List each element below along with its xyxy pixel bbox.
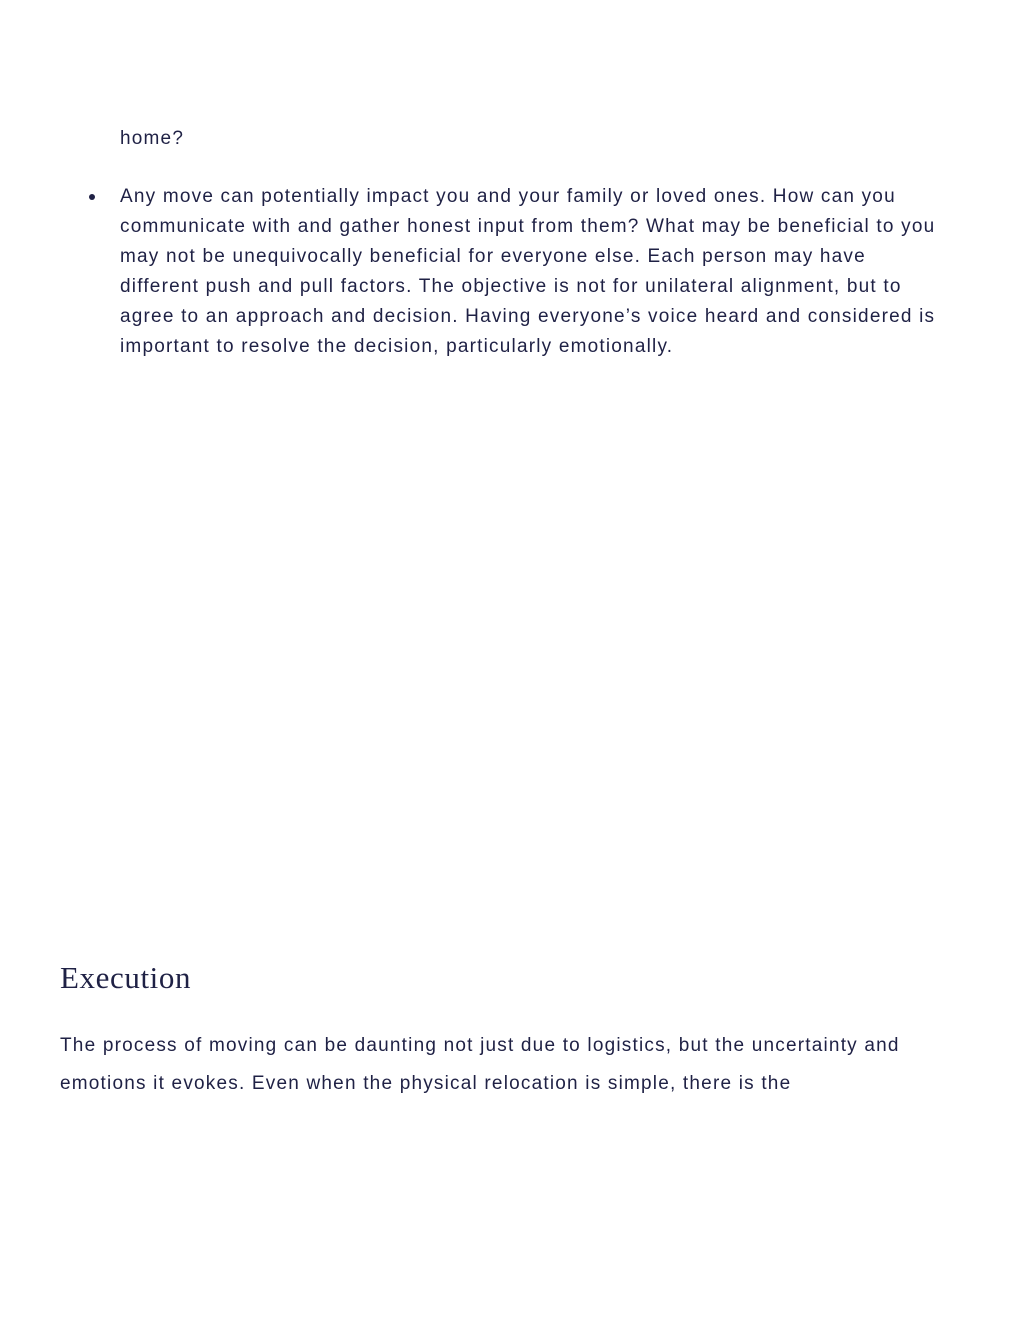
section-heading: Execution [60, 960, 192, 995]
bullet-icon [89, 194, 95, 200]
list-item [86, 182, 936, 362]
section-paragraph: The process of moving can be daunting not just due to logistics, but the uncertainty and emotions it evokes. Even when the physical relocation is simple, there is the [60, 1035, 900, 1094]
bullet-list [86, 182, 936, 362]
previous-bullet-continuation: home? [120, 128, 185, 149]
list-item-text: Any move can potentially impact you and your family or loved ones. How can you communicate with and gather honest input from them? What may be beneficial to you may not be unequivocally beneficial for everyone else. Each person may have different push and pull factors. The objective is not for unilateral alignment, but to agree to an approach and decision. Having everyone’s voice heard and considered is important to resolve the decision, particularly emotionally. [120, 186, 936, 357]
